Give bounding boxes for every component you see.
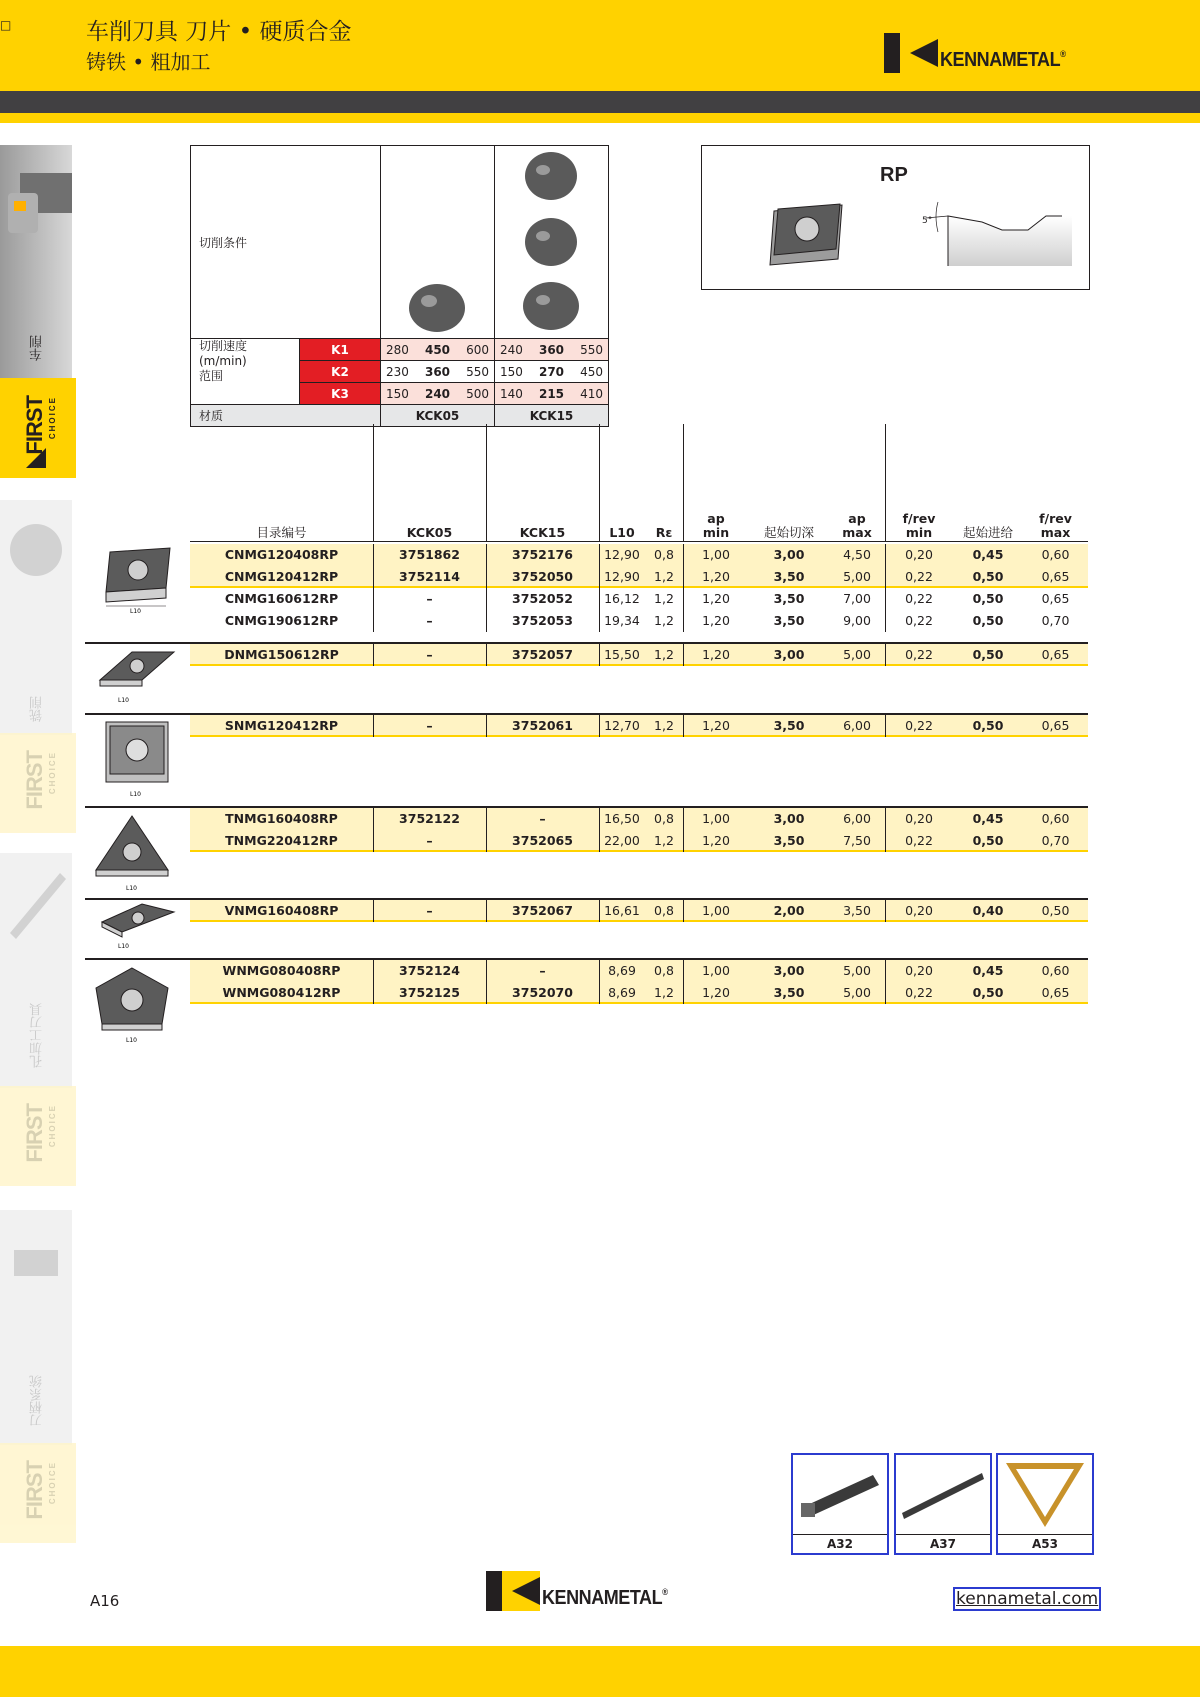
k2-label: K2 — [300, 361, 381, 383]
main-table-header — [190, 424, 1088, 542]
table-cell: 0,22 — [905, 833, 933, 848]
column-divider — [683, 900, 684, 922]
wnmg-insert-icon — [82, 964, 182, 1044]
header-yellow-strip — [0, 113, 1200, 123]
first-choice-word: FIRST — [22, 751, 47, 810]
table-cell: 0,65 — [1041, 591, 1070, 606]
note-icon[interactable]: □ — [0, 18, 12, 32]
cnmg-insert-icon — [82, 544, 182, 614]
website-link[interactable]: kennametal.com — [953, 1587, 1101, 1611]
table-cell: 0,22 — [905, 985, 933, 1000]
table-cell: 3,00 — [773, 647, 805, 662]
column-divider — [486, 808, 487, 852]
milling-tool-icon — [0, 510, 72, 590]
table-cell: 0,50 — [1041, 903, 1070, 918]
k3-kck05: 150 240 500 — [381, 383, 495, 405]
table-cell: 0,65 — [1041, 569, 1070, 584]
table-cell: 2,00 — [773, 903, 805, 918]
table-cell: – — [426, 613, 433, 628]
table-cell: TNMG220412RP — [225, 833, 338, 848]
thumb-a37-label: A37 — [896, 1534, 990, 1553]
table-cell: 1,20 — [702, 569, 730, 584]
table-cell: VNMG160408RP — [224, 903, 339, 918]
table-cell: 3752176 — [512, 547, 573, 562]
table-cell: 3752067 — [512, 903, 573, 918]
table-cell: 3,00 — [773, 811, 805, 826]
column-divider — [599, 544, 600, 632]
table-cell: 0,20 — [905, 963, 933, 978]
table-cell: 0,60 — [1041, 547, 1070, 562]
header-ap-max: ap max — [842, 511, 872, 540]
sidebar-tab-tooling[interactable] — [0, 1210, 72, 1445]
chipbreaker-box — [701, 145, 1090, 290]
table-cell: 0,50 — [972, 833, 1004, 848]
header-kck05: KCK05 — [406, 525, 453, 540]
column-divider — [885, 808, 886, 852]
drill-icon — [0, 863, 72, 943]
table-cell: 3,00 — [773, 547, 805, 562]
table-row — [190, 544, 1088, 566]
table-cell: 0,8 — [654, 811, 674, 826]
column-divider — [885, 644, 886, 666]
thumb-a32-label: A32 — [793, 1534, 887, 1553]
toolholder-a32-icon — [793, 1455, 887, 1533]
table-cell: 1,20 — [702, 591, 730, 606]
column-divider — [683, 544, 684, 632]
table-cell: – — [426, 718, 433, 733]
table-cell: 0,8 — [654, 903, 674, 918]
vnmg-l10-label: L10 — [118, 943, 129, 950]
table-cell: 0,22 — [905, 569, 933, 584]
table-cell: 0,22 — [905, 591, 933, 606]
table-row — [190, 830, 1088, 852]
sidebar-label-tooling: 刀柄系统 — [30, 1375, 45, 1427]
table-cell: 1,2 — [654, 718, 674, 733]
table-cell: 1,2 — [654, 833, 674, 848]
table-row — [190, 610, 1088, 632]
table-row — [190, 808, 1088, 830]
kennametal-logo — [884, 33, 1094, 75]
table-cell: 0,20 — [905, 903, 933, 918]
table-cell: 1,20 — [702, 985, 730, 1000]
column-divider — [599, 900, 600, 922]
chipbreaker-name: RP — [880, 164, 908, 186]
table-cell: – — [539, 963, 546, 978]
column-divider — [486, 644, 487, 666]
k1-kck05: 280 450 600 — [381, 339, 495, 361]
first-choice-sub: CHOICE — [48, 396, 57, 440]
table-cell: 3752114 — [399, 569, 460, 584]
turning-tool-icon — [0, 153, 72, 263]
column-divider — [885, 544, 886, 632]
table-cell: 6,00 — [843, 811, 871, 826]
kennametal-k-icon — [884, 33, 938, 73]
table-cell: 0,50 — [972, 985, 1004, 1000]
header-catalog: 目录编号 — [256, 525, 307, 540]
table-cell: 0,8 — [654, 547, 674, 562]
table-row — [190, 566, 1088, 588]
table-cell: 5,00 — [843, 963, 871, 978]
thumb-a37[interactable] — [894, 1453, 992, 1555]
table-row — [190, 982, 1088, 1004]
product-group — [190, 960, 1088, 1004]
header-kck15: KCK15 — [519, 525, 566, 540]
table-cell: 1,20 — [702, 647, 730, 662]
table-cell: 0,65 — [1041, 647, 1070, 662]
table-cell: 3,50 — [773, 613, 805, 628]
vnmg-insert-icon — [82, 900, 182, 955]
speed-label-line2: (m/min) — [199, 354, 247, 368]
column-divider — [683, 808, 684, 852]
page-subtitle: 铸铁 • 粗加工 — [86, 50, 211, 74]
table-row — [190, 715, 1088, 737]
chipbreaker-angle: 5° — [922, 216, 933, 226]
column-divider — [885, 715, 886, 737]
table-cell: 3752122 — [399, 811, 460, 826]
table-cell: 5,00 — [843, 647, 871, 662]
table-cell: 8,69 — [608, 963, 636, 978]
table-cell: 0,45 — [972, 963, 1004, 978]
sidebar-tab-turning[interactable] — [0, 145, 72, 380]
header-re: Rε — [655, 525, 673, 540]
speed-range-label — [191, 339, 300, 405]
column-divider — [373, 715, 374, 737]
table-cell: 3,50 — [773, 591, 805, 606]
k2-kck15: 150 270 450 — [495, 361, 609, 383]
footer-kennametal-logo — [486, 1571, 696, 1613]
product-group — [190, 644, 1088, 666]
snmg-l10-label: L10 — [130, 791, 141, 798]
thumb-a53[interactable] — [996, 1453, 1094, 1555]
first-choice-badge-tooling — [0, 1443, 76, 1543]
table-cell: – — [426, 591, 433, 606]
table-cell: 1,2 — [654, 591, 674, 606]
page-number: A16 — [90, 1592, 120, 1610]
table-cell: 5,00 — [843, 569, 871, 584]
header-start-depth: 起始切深 — [763, 525, 814, 540]
product-group — [190, 544, 1088, 632]
dnmg-l10-label: L10 — [118, 697, 129, 704]
dnmg-insert-icon — [82, 646, 182, 706]
cutting-conditions-table — [190, 145, 609, 427]
table-row — [190, 644, 1088, 666]
table-cell: CNMG190612RP — [224, 613, 339, 628]
grade-kck05: KCK05 — [381, 405, 495, 427]
column-divider — [486, 544, 487, 632]
header-l10: L10 — [609, 525, 635, 540]
table-cell: 1,2 — [654, 569, 674, 584]
table-row — [190, 588, 1088, 610]
sidebar-label-holemaking: 孔加工刀具 — [30, 1003, 45, 1068]
table-cell: 3,50 — [773, 718, 805, 733]
first-choice-word: FIRST — [22, 1104, 47, 1163]
brand-name: KENNAMETAL — [940, 49, 1061, 71]
tnmg-insert-icon — [82, 812, 182, 892]
first-choice-sub: CHOICE — [48, 1461, 57, 1505]
table-cell: 1,00 — [702, 903, 730, 918]
table-cell: TNMG160408RP — [225, 811, 338, 826]
tnmg-l10-label: L10 — [126, 885, 137, 892]
k3-label: K3 — [300, 383, 381, 405]
table-cell: 3752057 — [512, 647, 573, 662]
column-divider — [486, 900, 487, 922]
sidebar-tab-milling[interactable] — [0, 500, 72, 735]
table-cell: 3,50 — [773, 569, 805, 584]
table-cell: 12,90 — [604, 569, 640, 584]
first-choice-check-icon — [26, 448, 46, 468]
k2-kck05: 230 360 550 — [381, 361, 495, 383]
table-cell: 0,50 — [972, 718, 1004, 733]
table-cell: DNMG150612RP — [224, 647, 339, 662]
product-group — [190, 808, 1088, 852]
table-cell: 0,60 — [1041, 811, 1070, 826]
table-cell: 22,00 — [604, 833, 640, 848]
table-cell: 3752052 — [512, 591, 573, 606]
page-title: 车削刀具 刀片 • 硬质合金 — [86, 19, 352, 45]
column-divider — [599, 715, 600, 737]
table-cell: 3,50 — [773, 833, 805, 848]
table-cell: 16,50 — [604, 811, 640, 826]
table-cell: 0,20 — [905, 547, 933, 562]
table-cell: 3,00 — [773, 963, 805, 978]
table-cell: 0,20 — [905, 811, 933, 826]
column-divider — [373, 544, 374, 632]
first-choice-badge-milling — [0, 733, 76, 833]
boring-bar-a37-icon — [896, 1455, 990, 1533]
wnmg-l10-label: L10 — [126, 1037, 137, 1044]
table-cell: 0,65 — [1041, 718, 1070, 733]
footer-k-icon — [486, 1571, 540, 1611]
table-cell: 19,34 — [604, 613, 640, 628]
table-cell: 6,00 — [843, 718, 871, 733]
first-choice-badge-turning — [0, 378, 76, 478]
column-divider — [373, 960, 374, 1004]
table-cell: 1,2 — [654, 647, 674, 662]
table-cell: 3752070 — [512, 985, 573, 1000]
table-cell: 3752125 — [399, 985, 460, 1000]
table-cell: SNMG120412RP — [224, 718, 339, 733]
table-cell: 0,45 — [972, 547, 1004, 562]
speed-label-line3: 范围 — [199, 369, 224, 383]
thumb-a32[interactable] — [791, 1453, 889, 1555]
table-cell: 0,60 — [1041, 963, 1070, 978]
column-divider — [373, 900, 374, 922]
table-cell: 3,50 — [843, 903, 871, 918]
table-cell: 3752124 — [399, 963, 460, 978]
table-cell: 1,00 — [702, 547, 730, 562]
table-cell: 8,69 — [608, 985, 636, 1000]
table-cell: – — [426, 833, 433, 848]
table-cell: 15,50 — [604, 647, 640, 662]
table-cell: 0,22 — [905, 613, 933, 628]
sidebar-label-turning: 车削 — [30, 335, 45, 361]
footer-band — [0, 1646, 1200, 1697]
table-cell: 1,20 — [702, 833, 730, 848]
material-label: 材质 — [191, 405, 381, 427]
first-choice-word: FIRST — [22, 396, 47, 455]
sidebar-label-milling: 铣削 — [30, 696, 45, 722]
column-divider — [373, 644, 374, 666]
table-row — [190, 900, 1088, 922]
kck05-image-cell — [381, 146, 495, 339]
table-cell: 5,00 — [843, 985, 871, 1000]
table-cell: 3752061 — [512, 718, 573, 733]
table-cell: 0,22 — [905, 647, 933, 662]
table-cell: CNMG120408RP — [224, 547, 339, 562]
table-cell: 0,50 — [972, 569, 1004, 584]
table-cell: 12,90 — [604, 547, 640, 562]
table-cell: 1,2 — [654, 985, 674, 1000]
table-cell: – — [539, 811, 546, 826]
first-choice-sub: CHOICE — [48, 751, 57, 795]
column-divider — [683, 960, 684, 1004]
footer-brand-name: KENNAMETAL — [542, 1587, 663, 1609]
header-frev-min: f/rev min — [902, 511, 936, 540]
table-cell: 3752065 — [512, 833, 573, 848]
product-group — [190, 715, 1088, 737]
footer-brand-mark: ® — [662, 1587, 668, 1597]
header-start-feed: 起始进给 — [962, 525, 1013, 540]
product-group — [190, 900, 1088, 922]
table-cell: WNMG080412RP — [222, 985, 341, 1000]
column-divider — [373, 808, 374, 852]
table-cell: – — [426, 903, 433, 918]
table-cell: 0,22 — [905, 718, 933, 733]
header-dark-bar — [0, 91, 1200, 113]
kck15-insert-icon — [495, 146, 608, 339]
header-ap-min: ap min — [702, 511, 730, 540]
table-cell: CNMG160612RP — [224, 591, 339, 606]
table-cell: 1,20 — [702, 718, 730, 733]
table-cell: 16,12 — [604, 591, 640, 606]
cutting-conditions-label: 切削条件 — [191, 146, 381, 339]
table-cell: 0,50 — [972, 647, 1004, 662]
table-cell: 3751862 — [399, 547, 460, 562]
table-cell: 0,45 — [972, 811, 1004, 826]
column-divider — [683, 715, 684, 737]
column-divider — [599, 808, 600, 852]
table-cell: 0,8 — [654, 963, 674, 978]
table-cell: 3,50 — [773, 985, 805, 1000]
speed-label-line1: 切削速度 — [199, 339, 248, 353]
table-cell: 0,70 — [1041, 613, 1070, 628]
table-cell: 7,00 — [843, 591, 871, 606]
table-cell: 0,50 — [972, 613, 1004, 628]
chipbreaker-profile-icon — [912, 196, 1072, 266]
table-cell: 3752050 — [512, 569, 573, 584]
kck15-image-cell — [495, 146, 609, 339]
table-cell: 12,70 — [604, 718, 640, 733]
table-cell: 4,50 — [843, 547, 871, 562]
grade-kck15: KCK15 — [495, 405, 609, 427]
cnmg-l10-label: L10 — [130, 608, 141, 614]
rp-insert-icon — [764, 201, 854, 271]
first-choice-word: FIRST — [22, 1461, 47, 1520]
column-divider — [599, 644, 600, 666]
thumb-a53-label: A53 — [998, 1534, 1092, 1553]
column-divider — [486, 960, 487, 1004]
table-cell: CNMG120412RP — [224, 569, 339, 584]
table-cell: 1,00 — [702, 811, 730, 826]
table-cell: 1,20 — [702, 613, 730, 628]
table-cell: 0,40 — [972, 903, 1004, 918]
k3-kck15: 140 215 410 — [495, 383, 609, 405]
table-cell: 0,70 — [1041, 833, 1070, 848]
table-row — [190, 960, 1088, 982]
table-cell: 0,50 — [972, 591, 1004, 606]
table-cell: 16,61 — [604, 903, 640, 918]
header-frev-max: f/rev max — [1039, 511, 1072, 540]
table-cell: 1,00 — [702, 963, 730, 978]
table-cell: 9,00 — [843, 613, 871, 628]
first-choice-sub: CHOICE — [48, 1104, 57, 1148]
kck05-insert-icon — [381, 146, 494, 339]
column-divider — [885, 900, 886, 922]
table-cell: WNMG080408RP — [222, 963, 341, 978]
toolholder-icon — [0, 1220, 72, 1300]
first-choice-badge-holemaking — [0, 1086, 76, 1186]
k1-kck15: 240 360 550 — [495, 339, 609, 361]
column-divider — [885, 960, 886, 1004]
table-cell: 7,50 — [843, 833, 871, 848]
column-divider — [683, 644, 684, 666]
triangle-insert-a53-icon — [998, 1455, 1092, 1533]
table-cell: 0,65 — [1041, 985, 1070, 1000]
column-divider — [599, 960, 600, 1004]
k1-label: K1 — [300, 339, 381, 361]
column-divider — [486, 715, 487, 737]
table-cell: 3752053 — [512, 613, 573, 628]
table-cell: – — [426, 647, 433, 662]
sidebar-tab-holemaking[interactable] — [0, 853, 72, 1088]
snmg-insert-icon — [82, 718, 182, 798]
table-cell: 1,2 — [654, 613, 674, 628]
brand-mark: ® — [1060, 49, 1066, 59]
